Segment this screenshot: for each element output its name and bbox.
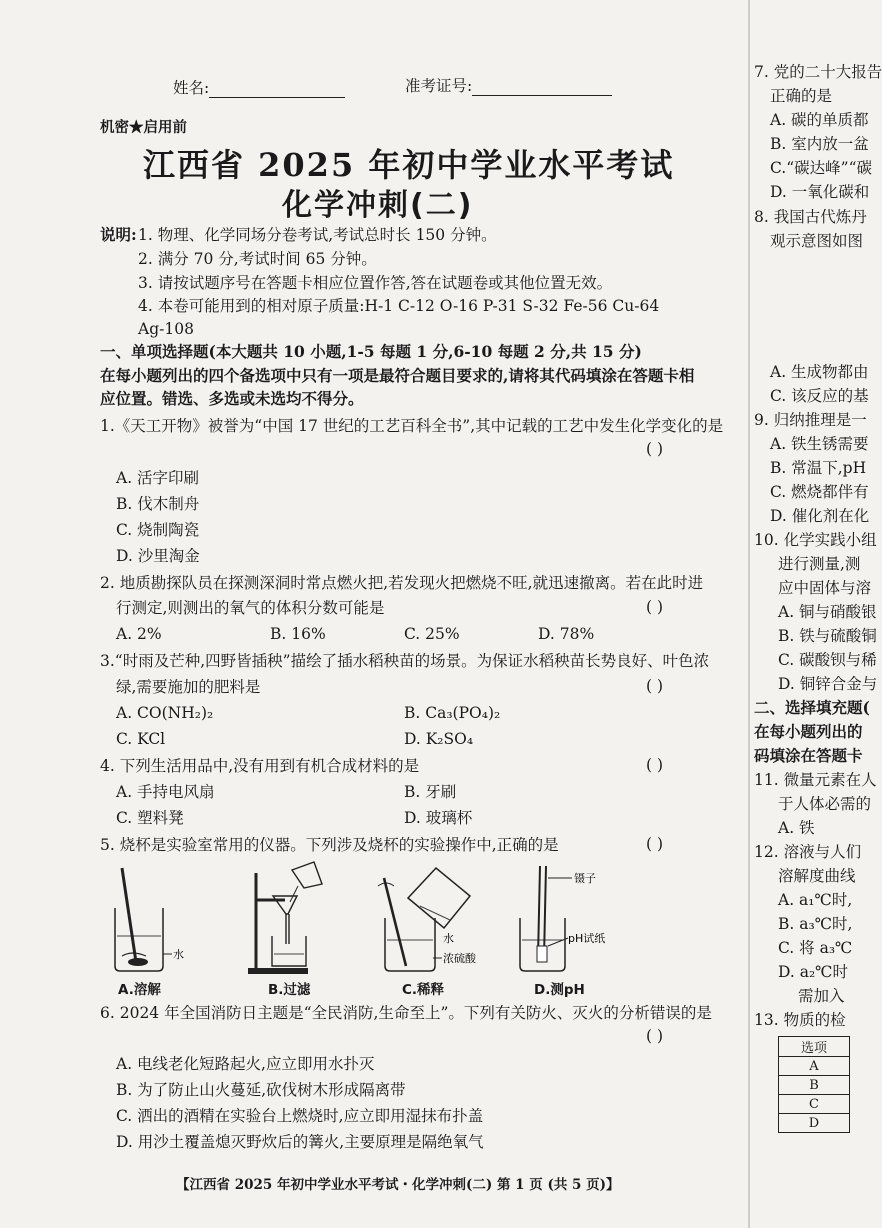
right-line: 13. 物质的检 xyxy=(754,1011,846,1029)
right-line: 溶解度曲线 xyxy=(778,867,856,885)
right-line: 需加入 xyxy=(798,987,845,1005)
q4-option-a: A. 手持电风扇 xyxy=(116,783,215,801)
right-line: 12. 溶液与人们 xyxy=(754,843,862,861)
q6-answer-paren: ( ) xyxy=(646,1027,664,1045)
name-field xyxy=(173,78,345,98)
q5-caption-c: C.稀释 xyxy=(402,982,445,998)
label-tweezers: 镊子 xyxy=(574,872,596,885)
exam-id-blank xyxy=(472,79,612,96)
q5-figures xyxy=(100,858,700,983)
table-row: D xyxy=(779,1114,850,1133)
page-title: 江西省 2025 年初中学业水平考试 xyxy=(143,146,675,184)
q2-answer-paren: ( ) xyxy=(646,598,664,616)
figure-d-ph-test xyxy=(520,866,605,971)
label-ph-paper: pH试纸 xyxy=(568,932,606,945)
label-water-c: 水 xyxy=(443,932,454,945)
q4-answer-paren: ( ) xyxy=(646,756,664,774)
notes-label: 说明: xyxy=(100,225,137,244)
figure-c-diluting xyxy=(378,868,477,971)
q6-option-a: A. 电线老化短路起火,应立即用水扑灭 xyxy=(116,1055,375,1073)
right-line: 进行测量,测 xyxy=(778,555,861,573)
right-line: 观示意图如图 xyxy=(770,232,864,250)
q5-caption-a: A.溶解 xyxy=(118,982,161,998)
label-water-a: 水 xyxy=(173,948,184,961)
q4-stem: 4. 下列生活用品中,没有用到有机合成材料的是 xyxy=(100,757,420,775)
right-line: A. 碳的单质都 xyxy=(770,111,869,129)
q3-answer-paren: ( ) xyxy=(646,677,664,695)
q6-stem: 6. 2024 年全国消防日主题是“全民消防,生命至上”。下列有关防火、灭火的分析错误的是 xyxy=(100,1004,712,1022)
note-2: 2. 满分 70 分,考试时间 65 分钟。 xyxy=(138,250,377,268)
q3-stem-1: 3.“时雨及芒种,四野皆插秧”描绘了插水稻秧苗的场景。为保证水稻秧苗长势良好、叶色浓 xyxy=(100,652,710,670)
note-4-cont: Ag-108 xyxy=(138,320,194,338)
right-line: 码填涂在答题卡 xyxy=(754,746,863,765)
q1-stem: 1.《天工开物》被誉为“中国 17 世纪的工艺百科全书”,其中记载的工艺中发生化学变化的是 xyxy=(100,417,724,435)
right-line: A. 铁生锈需要 xyxy=(770,435,869,453)
right-line: D. 铜锌合金与 xyxy=(778,675,878,693)
right-line: C.“碳达峰”“碳 xyxy=(770,159,873,177)
note-4: 4. 本卷可能用到的相对原子质量:H-1 C-12 O-16 P-31 S-32 Fe-56 Cu-64 xyxy=(138,297,660,315)
right-line: 10. 化学实践小组 xyxy=(754,531,877,549)
q3-stem-2: 绿,需要施加的肥料是 xyxy=(116,678,261,696)
page-gutter xyxy=(748,0,750,1228)
q13-table xyxy=(778,1036,850,1133)
q2-stem-2: 行测定,则测出的氧气的体积分数可能是 xyxy=(116,599,385,617)
q3-option-d: D. K₂SO₄ xyxy=(404,730,474,748)
table-header: 选项 xyxy=(779,1037,850,1057)
q5-caption-b: B.过滤 xyxy=(268,982,311,998)
q5-answer-paren: ( ) xyxy=(646,835,664,853)
q1-option-a: A. 活字印刷 xyxy=(116,469,200,487)
q3-option-c: C. KCl xyxy=(116,730,166,748)
right-line: C. 碳酸钡与稀 xyxy=(778,651,877,669)
right-line: D. 一氧化碳和 xyxy=(770,183,870,201)
right-line: 于人体必需的 xyxy=(778,795,872,813)
table-row: C xyxy=(779,1095,850,1114)
figure-a-dissolving xyxy=(115,868,184,971)
right-line: A. a₁℃时, xyxy=(778,891,853,909)
name-blank xyxy=(209,81,345,98)
q5-stem: 5. 烧杯是实验室常用的仪器。下列涉及烧杯的实验操作中,正确的是 xyxy=(100,836,559,854)
right-line: C. 该反应的基 xyxy=(770,387,869,405)
q4-option-c: C. 塑料凳 xyxy=(116,809,184,827)
right-line: D. 催化剂在化 xyxy=(770,507,870,525)
figure-b-filtering xyxy=(248,862,322,974)
q2-stem-1: 2. 地质勘探队员在探测深洞时常点燃火把,若发现火把燃烧不旺,就迅速撤离。若在此时进 xyxy=(100,574,704,592)
section1-instr-1: 在每小题列出的四个备选项中只有一项是最符合题目要求的,请将其代码填涂在答题卡相 xyxy=(100,366,695,385)
table-row: B xyxy=(779,1076,850,1095)
right-line: 9. 归纳推理是一 xyxy=(754,411,867,429)
right-line: A. 生成物都由 xyxy=(770,363,869,381)
right-line: A. 铜与硝酸银 xyxy=(778,603,877,621)
q6-option-d: D. 用沙土覆盖熄灭野炊后的篝火,主要原理是隔绝氧气 xyxy=(116,1133,484,1151)
q3-option-a: A. CO(NH₂)₂ xyxy=(116,704,214,722)
q4-option-b: B. 牙刷 xyxy=(404,783,457,801)
note-3: 3. 请按试题序号在答题卡相应位置作答,答在试题卷或其他位置无效。 xyxy=(138,274,613,292)
page-footer: 【江西省 2025 年初中学业水平考试・化学冲刺(二) 第 1 页 (共 5 页)】 xyxy=(176,1177,620,1193)
section1-instr-2: 应位置。错选、多选或未选均不得分。 xyxy=(100,389,364,408)
q6-option-c: C. 洒出的酒精在实验台上燃烧时,应立即用湿抹布扑盖 xyxy=(116,1107,484,1125)
right-line: 正确的是 xyxy=(770,87,833,105)
right-line: 在每小题列出的 xyxy=(754,722,863,741)
secret-mark: 机密★启用前 xyxy=(100,119,187,136)
q3-option-b: B. Ca₃(PO₄)₂ xyxy=(404,704,501,722)
right-line: 7. 党的二十大报告 xyxy=(754,63,882,81)
right-line: D. a₂℃时 xyxy=(778,963,849,981)
right-line: A. 铁 xyxy=(778,819,815,837)
q5-caption-d: D.测pH xyxy=(534,982,585,998)
table-row: A xyxy=(779,1057,850,1076)
right-line: C. 将 a₃℃ xyxy=(778,939,853,957)
right-line: 8. 我国古代炼丹 xyxy=(754,208,867,226)
q2-option-d: D. 78% xyxy=(538,625,595,643)
right-line: B. a₃℃时, xyxy=(778,915,853,933)
label-acid: 浓硫酸 xyxy=(443,952,476,965)
q4-option-d: D. 玻璃杯 xyxy=(404,809,473,827)
right-line: B. 室内放一盆 xyxy=(770,135,869,153)
exam-id-label: 准考证号: xyxy=(405,77,473,95)
right-column-fragment xyxy=(752,0,882,1228)
page-subtitle: 化学冲刺(二) xyxy=(282,188,474,223)
q1-option-c: C. 烧制陶瓷 xyxy=(116,521,200,539)
q1-option-b: B. 伐木制舟 xyxy=(116,495,200,513)
section1-heading: 一、单项选择题(本大题共 10 小题,1-5 每题 1 分,6-10 每题 2 分,共 15 分) xyxy=(100,342,642,361)
right-line: C. 燃烧都伴有 xyxy=(770,483,869,501)
q6-option-b: B. 为了防止山火蔓延,砍伐树木形成隔离带 xyxy=(116,1081,406,1099)
q1-answer-paren: ( ) xyxy=(646,440,664,458)
right-line: B. 铁与硫酸铜 xyxy=(778,627,877,645)
right-line: B. 常温下,pH xyxy=(770,459,867,477)
q2-option-a: A. 2% xyxy=(116,625,162,643)
q2-option-c: C. 25% xyxy=(404,625,460,643)
exam-id-field xyxy=(405,76,612,96)
right-line: 11. 微量元素在人 xyxy=(754,771,877,789)
name-label: 姓名: xyxy=(173,79,210,97)
q1-option-d: D. 沙里淘金 xyxy=(116,547,200,565)
right-line: 应中固体与溶 xyxy=(778,579,872,597)
right-line: 二、选择填充题( xyxy=(754,698,870,717)
note-1: 1. 物理、化学同场分卷考试,考试总时长 150 分钟。 xyxy=(138,226,497,244)
q2-option-b: B. 16% xyxy=(270,625,326,643)
